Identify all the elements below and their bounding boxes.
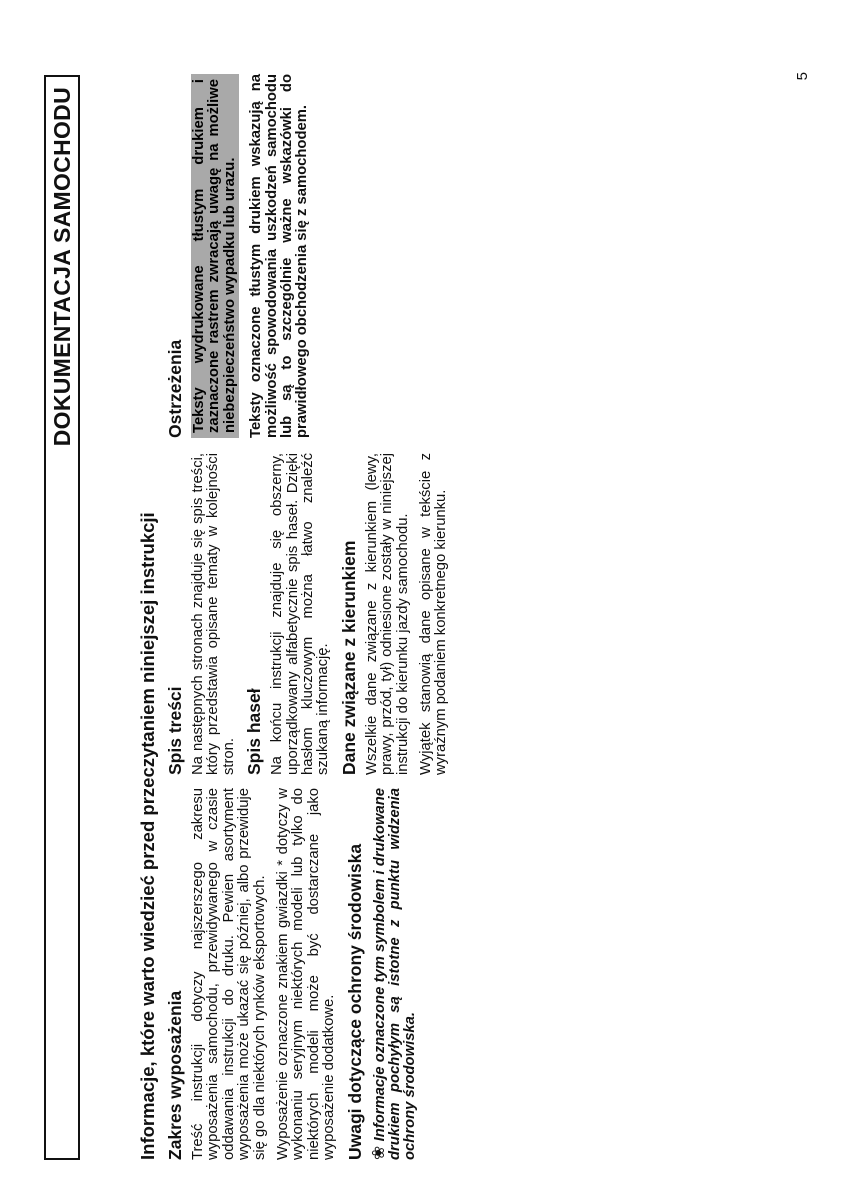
heading-spis-hasel: Spis haseł [244,688,265,775]
heading-ostrzezenia: Ostrzeżenia [165,339,185,438]
paragraph-wyjatek: Wyjątek stanowią dane opisane w tekście z wyraźnym podaniem konkretnego kierunku. [418,453,450,775]
heading-kierunek: Dane związane z kierunkiem [338,540,359,775]
heading-spis-tresci: Spis treści [165,686,185,775]
section-title: Informacje, które warto wiedzieć przed przeczytaniem niniejszej instrukcji [137,512,158,1160]
header-title: DOKUMENTACJA SAMOCHODU [49,87,75,447]
paragraph-spis-hasel: Na końcu instrukcji znajduje się obszerny, uporządkowany alfabetycznie spis haseł. Dzięki hasłom kluczowym można łatwo znaleźć szukaną informację. [269,453,332,775]
header-box [44,75,80,1160]
column-2 [160,453,458,775]
column-3 [160,74,319,438]
paragraph-kierunek: Wszelkie dane związane z kierunkiem (lewy, prawy, przód, tył) odniesione zostały w niniejszej instrukcji do kierunku jazdy samochodu. [363,453,411,775]
paragraph-bold-notes: Teksty oznaczone tłustym drukiem wskazują na możliwość spowodowania uszkodzeń samochodu lub są to szczególnie ważne wskazówki do prawidłowego obchodzenia się z samochodem. [248,74,311,438]
environment-flower-icon: ❀ [368,1145,388,1160]
paragraph-gwiazdka: Wyposażenie oznaczone znakiem gwiazdki * dotyczy w wykonaniu seryjnym niektórych modeli lub tylko do niektórych modeli może być dostarczane jako wyposażenie dodatkowe. [275,788,338,1160]
heading-uwagi: Uwagi dotyczące ochrony środowiska [344,843,365,1160]
page-number: 5 [794,72,811,81]
paragraph-uwagi-text: Informacje oznaczone tym symbolem i drukowane drukiem pochyłym są istotne z punktu widzenia ochrony środowiska. [371,788,419,1160]
warning-raster-box: Teksty wydrukowane tłustym drukiem i zaznaczone rastrem zwracają uwagę na możliwe niebezpieczeństwo wypadku lub urazu. [191,74,239,438]
paragraph-zakres: Treść instrukcji dotyczy najszerszego zakresu wyposażenia samochodu, przewidywanego w czasie oddawania instrukcji do druku. Pewien asortyment wyposażenia może ukazać się później, albo przewiduje się go dla niektórych rynków eksportowych. [190,788,268,1160]
column-1 [160,788,427,1160]
paragraph-spis-tresci: Na następnych stronach znajduje się spis treści, który przedstawia opisane tematy w kolejności stron. [190,453,237,775]
heading-zakres: Zakres wyposażenia [165,990,185,1160]
paragraph-uwagi [368,788,419,1160]
